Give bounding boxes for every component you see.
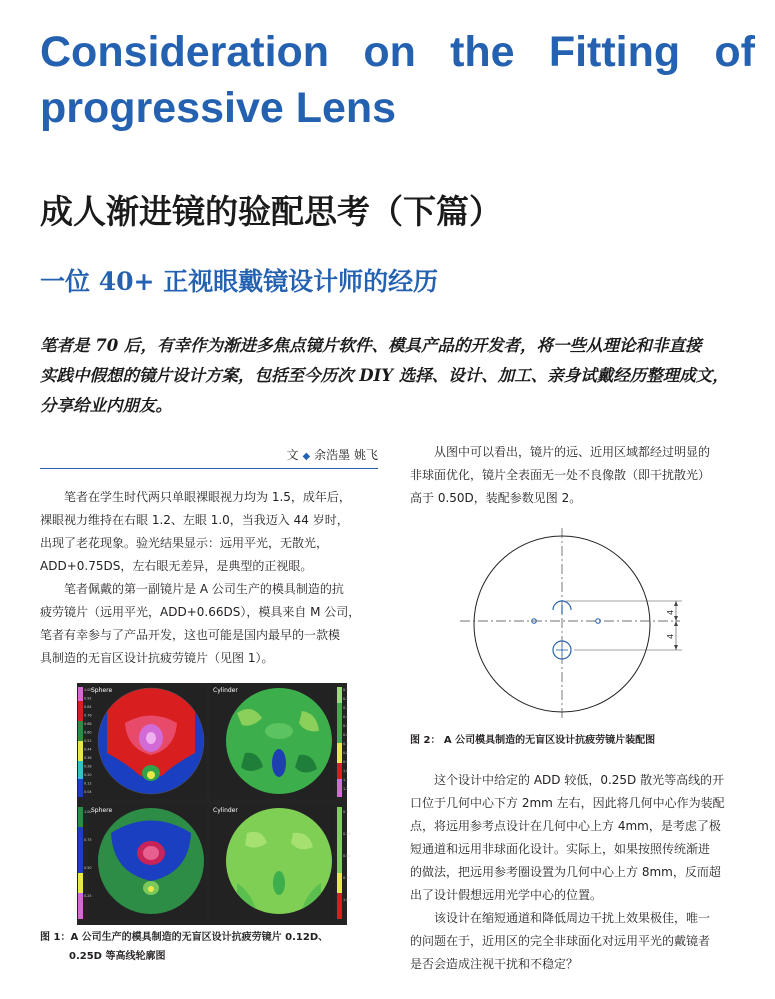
english-title xyxy=(40,24,755,136)
scale-label: 0.92 xyxy=(84,696,92,701)
figure-2-fitting-diagram xyxy=(470,528,710,724)
scale-label: 0.1 xyxy=(343,688,349,692)
scale-label: 0.84 xyxy=(84,705,92,709)
english-title-line-1 xyxy=(40,24,755,80)
chinese-title: 成人渐进镜的验配思考（下篇） xyxy=(40,192,502,231)
english-title-line-2: progressive Lens xyxy=(40,84,397,132)
scale-label: 0.4 xyxy=(343,715,349,719)
scale-label: 0.52 xyxy=(84,739,92,743)
byline-divider xyxy=(40,468,378,469)
intro-paragraph xyxy=(40,331,760,421)
figure-1-caption-cont: 0.25D 等高线轮廓图 xyxy=(69,951,166,962)
byline-prefix: 文 xyxy=(286,448,299,462)
text-line: 从图中可以看出，镜片的远、近用区域都经过明显的 xyxy=(434,445,711,459)
scale-label: 0.1 xyxy=(343,810,349,814)
dimension-upper: 4 xyxy=(666,609,675,615)
panel-label-cylinder: Cylinder xyxy=(213,807,238,814)
dimension-lower: 4 xyxy=(666,633,675,639)
text-line: 高于 0.50D，装配参数见图 2。 xyxy=(410,491,582,505)
scale-label: 0.75 xyxy=(343,876,351,880)
scale-label: 0.76 xyxy=(84,713,92,718)
title-word: Consideration xyxy=(40,28,330,76)
body-column-left xyxy=(40,486,380,670)
text-line: ADD+0.75DS，左右眼无差异，是典型的正视眼。 xyxy=(40,559,313,573)
text-line: 出现了老花现象。验光结果显示：远用平光，无散光， xyxy=(40,536,329,550)
scale-label: 0.36 xyxy=(84,756,92,760)
byline-authors: 余浩墨 姚飞 xyxy=(314,448,378,462)
figure-2-caption: 图 2： A 公司模具制造的无盲区设计抗疲劳镜片装配图 xyxy=(410,735,656,746)
panel-label-cylinder: Cylinder xyxy=(213,687,238,694)
scale-label: 0.20 xyxy=(84,773,92,777)
scale-label: 0.28 xyxy=(84,764,92,769)
scale-label: 0.04 xyxy=(84,790,92,794)
scale-label: 1.0 xyxy=(343,769,349,773)
body-column-right-top xyxy=(410,441,750,510)
scale-label: 0.12 xyxy=(84,781,92,786)
scale-label: 0.50 xyxy=(343,854,351,858)
intro-line: 分享给业内朋友。 xyxy=(40,396,172,415)
text-line: 是否会造成注视干扰和不稳定？ xyxy=(410,957,579,971)
text-line: 裸眼视力维持在右眼 1.2、左眼 1.0，当我迈入 44 岁时， xyxy=(40,513,349,527)
figure-1-caption: 图 1：A 公司生产的模具制造的无盲区设计抗疲劳镜片 0.12D、 xyxy=(40,932,329,943)
intro-line: 实践中假想的镜片设计方案，包括至今历次 DIY 选择、设计、加工、亲身试戴经历整理成文， xyxy=(40,366,729,385)
chinese-subtitle: 一位 40+ 正视眼戴镜设计师的经历 xyxy=(40,267,439,296)
scale-label: 1.1 xyxy=(343,778,349,782)
text-line: 该设计在缩短通道和降低周边干扰上效果极佳，唯一 xyxy=(434,911,711,925)
scale-label: 0.2 xyxy=(343,697,349,701)
panel-label-sphere: Sphere xyxy=(91,807,113,814)
body-column-right-bottom xyxy=(410,769,755,976)
scale-label: 1.00 xyxy=(84,688,92,692)
scale-label: 0.8 xyxy=(343,751,349,755)
cylinder-map-top-right xyxy=(226,688,332,794)
scale-label: 1.00 xyxy=(343,898,351,902)
scale-label: 0.75 xyxy=(84,838,92,842)
figure-1-contour-maps xyxy=(77,683,351,925)
text-line: 具制造的无盲区设计抗疲劳镜片（见图 1）。 xyxy=(40,651,274,665)
scale-label: 0.7 xyxy=(343,742,349,746)
text-line: 点，将远用参考点设计在几何中心上方 4mm，是考虑了极 xyxy=(410,819,721,833)
text-line: 笔者在学生时代两只单眼裸眼视力均为 1.5，成年后， xyxy=(64,490,351,504)
scale-label: 0.6 xyxy=(343,733,349,737)
scale-label: 1.2 xyxy=(343,787,349,791)
scale-label: 0.50 xyxy=(84,866,92,870)
text-line: 疲劳镜片（远用平光，ADD+0.66DS），模具来自 M 公司， xyxy=(40,605,361,619)
cylinder-map-bottom-right xyxy=(226,808,332,914)
text-line: 笔者佩戴的第一副镜片是 A 公司生产的模具制造的抗 xyxy=(64,582,344,596)
text-line: 出了设计假想远用光学中心的位置。 xyxy=(410,888,603,902)
text-line: 这个设计中给定的 ADD 较低，0.25D 散光等高线的开 xyxy=(434,773,725,787)
text-line: 的做法，把远用参考圈设置为几何中心上方 8mm，反而超 xyxy=(410,865,721,879)
title-word: the xyxy=(450,28,515,76)
text-line: 短通道和远用非球面化设计。实际上，如果按照传统渐进 xyxy=(410,842,711,856)
scale-label: 0.3 xyxy=(343,706,349,710)
title-word: on xyxy=(363,28,416,76)
scale-label: 0.68 xyxy=(84,722,92,726)
text-line: 笔者有幸参与了产品开发，这也可能是国内最早的一款模 xyxy=(40,628,341,642)
scale-label: 0.9 xyxy=(343,760,349,764)
scale-label: 0.5 xyxy=(343,724,349,728)
byline xyxy=(40,446,378,466)
scale-label: 0.44 xyxy=(84,747,92,752)
title-word: of xyxy=(714,28,755,76)
scale-label: 0.25 xyxy=(84,894,92,898)
text-line: 非球面优化，镜片全表面无一处不良像散（即干扰散光） xyxy=(410,468,711,482)
panel-label-sphere: Sphere xyxy=(91,687,113,694)
scale-label: 0.25 xyxy=(343,832,351,836)
scale-label: 0.60 xyxy=(84,730,92,735)
text-line: 口位于几何中心下方 2mm 左右，因此将几何中心作为装配 xyxy=(410,796,725,810)
sphere-map-top-left xyxy=(97,688,205,794)
text-line: 的问题在于，近用区的完全非球面化对远用平光的戴镜者 xyxy=(410,934,711,948)
scale-label: 1.00 xyxy=(84,810,92,814)
intro-line: 笔者是 70 后，有幸作为渐进多焦点镜片软件、模具产品的开发者，将一些从理论和非直接 xyxy=(40,336,702,355)
title-word: Fitting xyxy=(548,28,681,76)
diamond-icon: ◆ xyxy=(302,451,311,462)
